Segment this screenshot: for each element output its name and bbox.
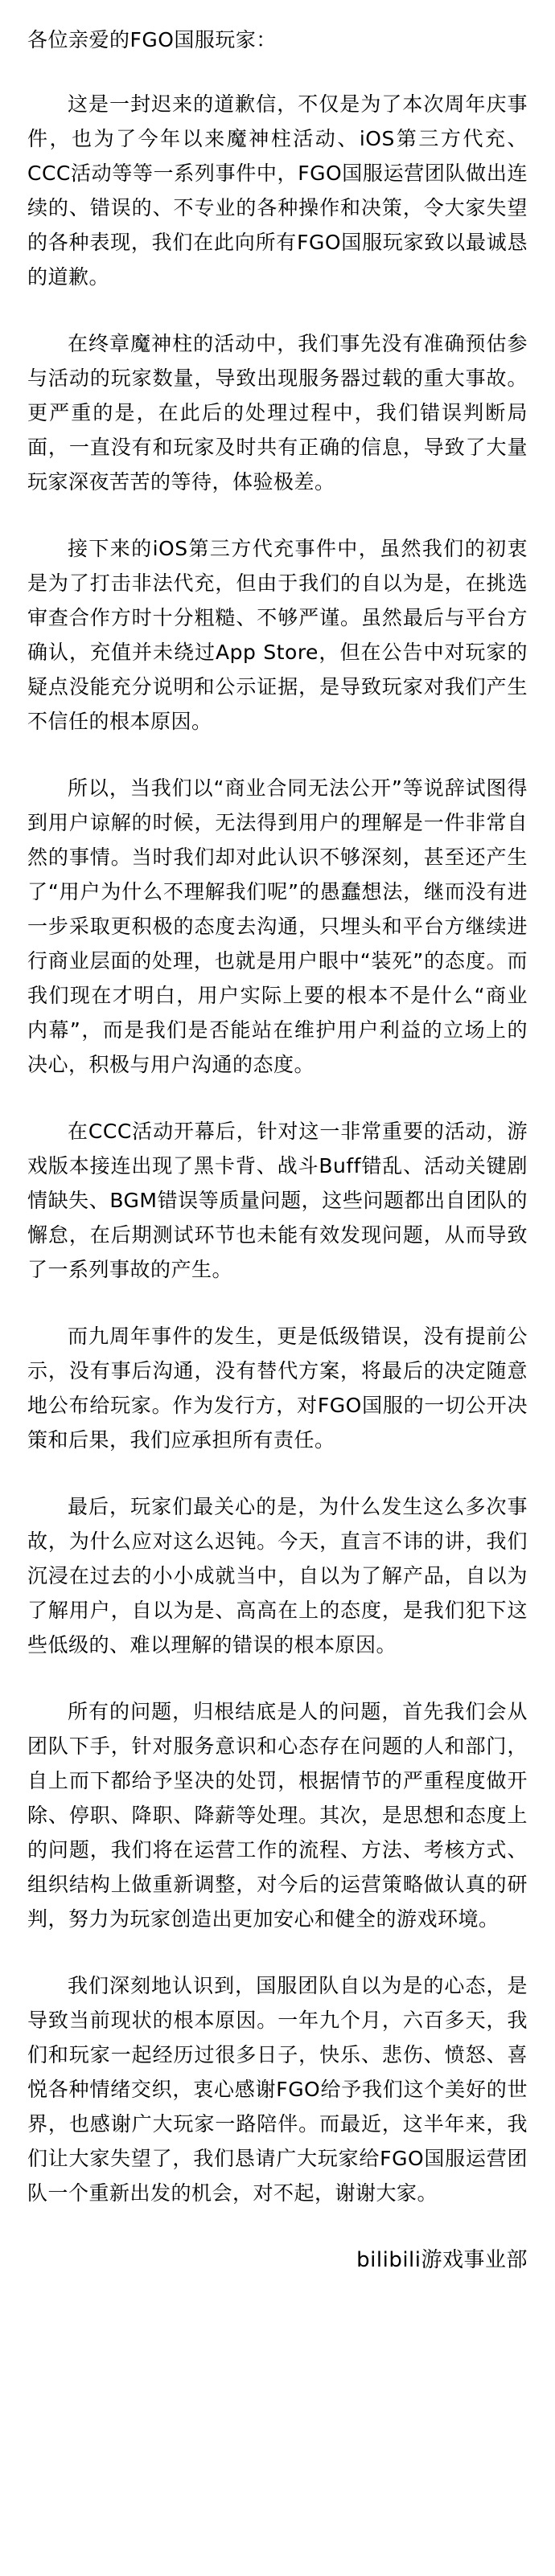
letter-paragraph: 这是一封迟来的道歉信，不仅是为了本次周年庆事件，也为了今年以来魔神柱活动、iOS第三方代充、CCC活动等等一系列事件中，FGO国服运营团队做出连续的、错误的、不专业的各种操作和决策，令大家失望的各种表现，我们在此向所有FGO国服玩家致以最诚恳的道歉。 <box>27 92 528 289</box>
letter-signature: bilibili游戏事业部 <box>356 2248 528 2272</box>
letter-greeting: 各位亲爱的FGO国服玩家： <box>27 28 277 51</box>
letter-paragraph: 在CCC活动开幕后，针对这一非常重要的活动，游戏版本接连出现了黑卡背、战斗Buff错乱、活动关键剧情缺失、BGM错误等质量问题，这些问题都出自团队的懈怠，在后期测试环节也未能有效发现问题，从而导致了一系列事故的产生。 <box>27 1120 528 1281</box>
letter-paragraph: 在终章魔神柱的活动中，我们事先没有准确预估参与活动的玩家数量，导致出现服务器过载的重大事故。更严重的是，在此后的处理过程中，我们错误判断局面，一直没有和玩家及时共有正确的信息，导致了大量玩家深夜苦苦的等待，体验极差。 <box>27 332 528 493</box>
letter-paragraph: 所有的问题，归根结底是人的问题，首先我们会从团队下手，针对服务意识和心态存在问题的人和部门，自上而下都给予坚决的处罚，根据情节的严重程度做开除、停职、降职、降薪等处理。其次，是思想和态度上的问题，我们将在运营工作的流程、方法、考核方式、组织结构上做重新调整，对今后的运营策略做认真的研判，努力为玩家创造出更加安心和健全的游戏环境。 <box>27 1700 528 1931</box>
letter-paragraph: 最后，玩家们最关心的是，为什么发生这么多次事故，为什么应对这么迟钝。今天，直言不讳的讲，我们沉浸在过去的小小成就当中，自以为了解产品，自以为了解用户，自以为是、高高在上的态度，是我们犯下这些低级的、难以理解的错误的根本原因。 <box>27 1495 528 1657</box>
letter-paragraph: 所以，当我们以“商业合同无法公开”等说辞试图得到用户谅解的时候，无法得到用户的理解是一件非常自然的事情。当时我们却对此认识不够深刻，甚至还产生了“用户为什么不理解我们呢”的愚蠢想法，继而没有进一步采取更积极的态度去沟通，只埋头和平台方继续进行商业层面的处理，也就是用户眼中“装死”的态度。而我们现在才明白，用户实际上要的根本不是什么“商业内幕”，而是我们是否能站在维护用户利益的立场上的决心，积极与用户沟通的态度。 <box>27 776 528 1076</box>
letter-paragraph: 接下来的iOS第三方代充事件中，虽然我们的初衷是为了打击非法代充，但由于我们的自以为是，在挑选审查合作方时十分粗糙、不够严谨。虽然最后与平台方确认，充值并未绕过App Store，但在公告中对玩家的疑点没能充分说明和公示证据，是导致玩家对我们产生不信任的根本原因。 <box>27 537 528 733</box>
letter-paragraph: 我们深刻地认识到，国服团队自以为是的心态，是导致当前现状的根本原因。一年九个月，六百多天，我们和玩家一起经历过很多日子，快乐、悲伤、愤怒、喜悦各种情绪交织，衷心感谢FGO给予我们这个美好的世界，也感谢广大玩家一路陪伴。而最近，这半年来，我们让大家失望了，我们恳请广大玩家给FGO国服运营团队一个重新出发的机会，对不起，谢谢大家。 <box>27 1974 528 2205</box>
letter-paragraph: 而九周年事件的发生，更是低级错误，没有提前公示，没有事后沟通，没有替代方案，将最后的决定随意地公布给玩家。作为发行方，对FGO国服的一切公开决策和后果，我们应承担所有责任。 <box>27 1325 528 1452</box>
